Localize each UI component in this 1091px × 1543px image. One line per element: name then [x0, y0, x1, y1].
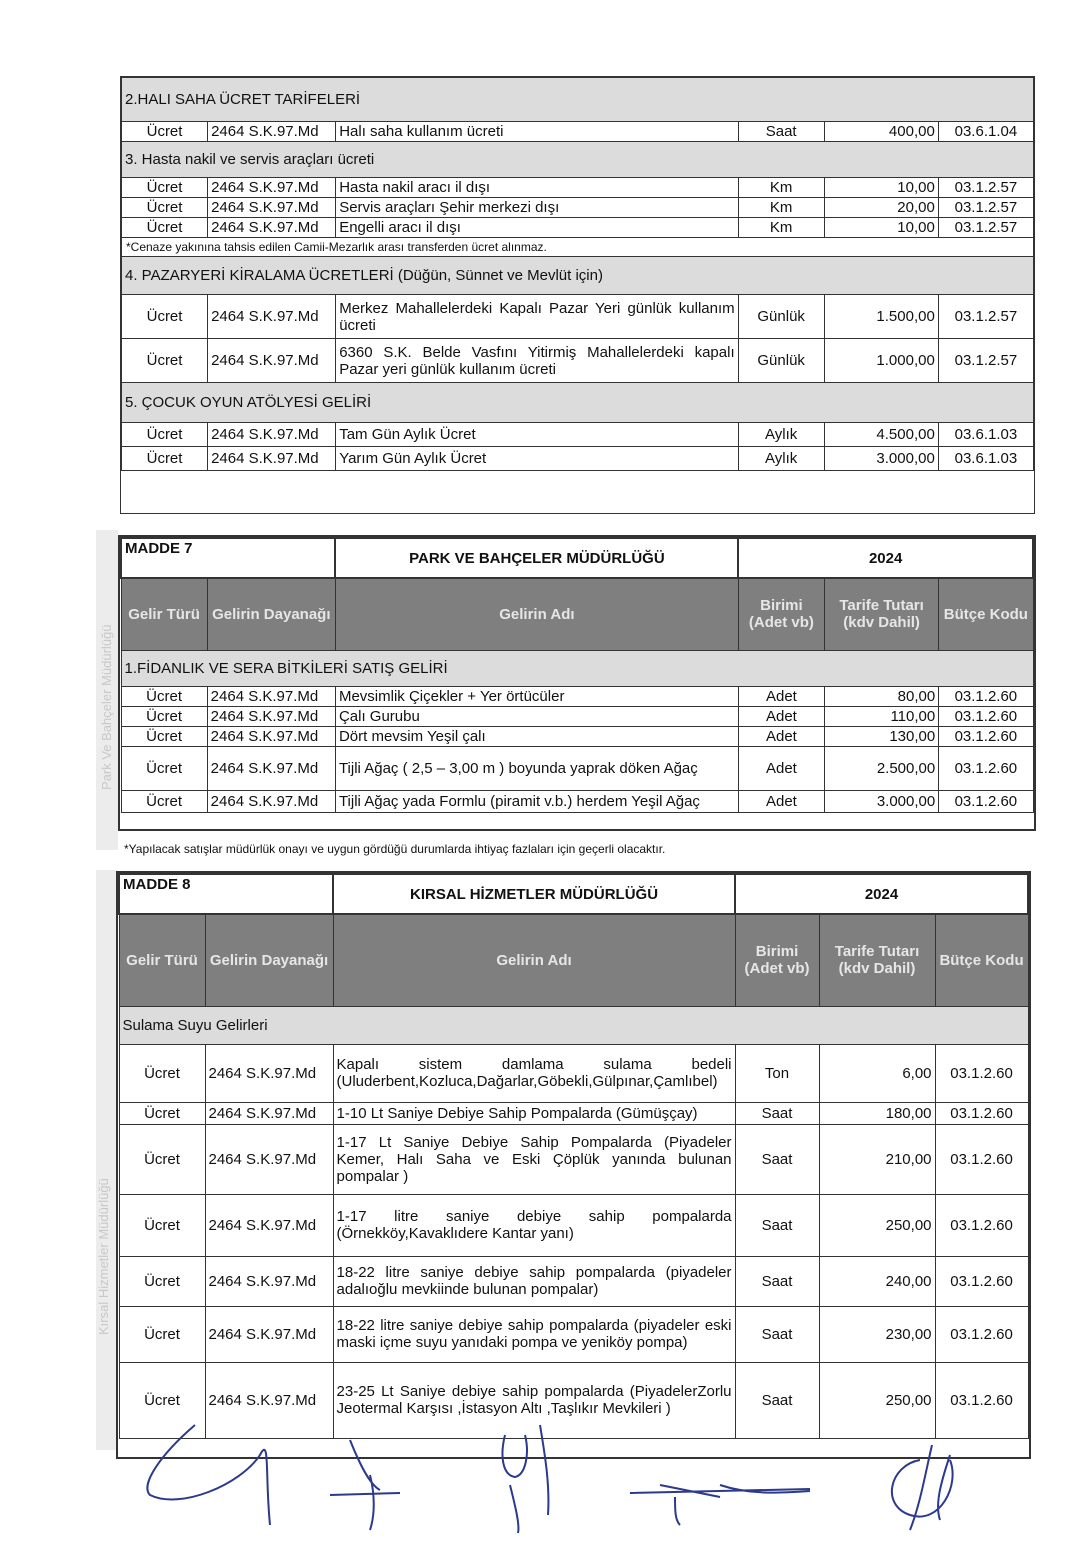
col-unit-header: Birimi (Adet vb) [738, 578, 824, 650]
row-amount: 250,00 [819, 1194, 935, 1256]
section-tariffs-top [120, 76, 1035, 514]
row-name: 6360 S.K. Belde Vasfını Yitirmiş Mahallelerdeki kapalı Pazar yeri günlük kullanım ücreti [336, 339, 738, 383]
col-amount-header: Tarife Tutarı (kdv Dahil) [819, 914, 935, 1006]
table-row [119, 1102, 1028, 1124]
row-basis: 2464 S.K.97.Md [205, 1044, 333, 1102]
row-name: 1-10 Lt Saniye Debiye Sahip Pompalarda (Gümüşçay) [333, 1102, 735, 1124]
table-row [122, 447, 1034, 471]
row-name: Merkez Mahallelerdeki Kapalı Pazar Yeri günlük kullanım ücreti [336, 295, 738, 339]
row-code: 03.1.2.57 [938, 339, 1033, 383]
row-code: 03.1.2.60 [935, 1124, 1028, 1194]
row-basis: 2464 S.K.97.Md [205, 1194, 333, 1256]
row-name: 23-25 Lt Saniye debiye sahip pompalarda (PiyadelerZorlu Jeotermal Karşısı ,İstasyon Altı ,Taşlıkır Mevkileri ) [333, 1362, 735, 1438]
row-name: Yarım Gün Aylık Ücret [336, 447, 738, 471]
col-type-header: Gelir Türü [119, 914, 205, 1006]
table-row [121, 686, 1033, 706]
row-unit: Km [738, 178, 824, 198]
row-type: Ücret [119, 1124, 205, 1194]
row-unit: Adet [738, 746, 824, 790]
row-unit: Saat [735, 1256, 819, 1306]
row-amount: 4.500,00 [824, 423, 938, 447]
row-unit: Günlük [738, 295, 824, 339]
row-amount: 10,00 [824, 218, 938, 238]
row-type: Ücret [122, 339, 208, 383]
madde7-label: MADDE 7 [121, 538, 335, 578]
row-name: 1-17 Lt Saniye Debiye Sahip Pompalarda (Piyadeler Kemer, Halı Saha ve Eski Çöplük yanında bulunan pompalar ) [333, 1124, 735, 1194]
row-name: Dört mevsim Yeşil çalı [335, 726, 738, 746]
row-amount: 80,00 [824, 686, 938, 706]
row-basis: 2464 S.K.97.Md [205, 1124, 333, 1194]
signature-1 [147, 1425, 270, 1525]
signature-2 [330, 1440, 400, 1530]
row-type: Ücret [119, 1306, 205, 1362]
row-amount: 1.500,00 [824, 295, 938, 339]
row-amount: 230,00 [819, 1306, 935, 1362]
row-basis: 2464 S.K.97.Md [207, 790, 335, 812]
row-type: Ücret [121, 726, 207, 746]
table-row [122, 198, 1034, 218]
col-code-header: Bütçe Kodu [935, 914, 1028, 1006]
row-amount: 3.000,00 [824, 447, 938, 471]
table-row [122, 122, 1034, 142]
group-title: 5. ÇOCUK OYUN ATÖLYESİ GELİRİ [122, 383, 1034, 423]
table-row [122, 218, 1034, 238]
row-code: 03.1.2.60 [939, 686, 1033, 706]
col-basis-header: Gelirin Dayanağı [207, 578, 335, 650]
row-type: Ücret [122, 122, 208, 142]
madde7-year: 2024 [738, 538, 1033, 578]
row-code: 03.6.1.03 [938, 423, 1033, 447]
table-row [121, 790, 1033, 812]
margin-stripe-kirsal [96, 870, 118, 1450]
row-unit: Adet [738, 686, 824, 706]
row-name: 18-22 litre saniye debiye sahip pompalarda (piyadeler adalıoğlu mevkiinde bulunan pompalar) [333, 1256, 735, 1306]
madde7-table [120, 537, 1034, 813]
row-name: Çalı Gurubu [335, 706, 738, 726]
row-unit: Aylık [738, 447, 824, 471]
row-name: Engelli aracı il dışı [336, 218, 738, 238]
row-type: Ücret [122, 295, 208, 339]
row-basis: 2464 S.K.97.Md [205, 1256, 333, 1306]
madde8-dept: KIRSAL HİZMETLER MÜDÜRLÜĞÜ [333, 874, 735, 914]
row-name: Mevsimlik Çiçekler + Yer örtücüler [335, 686, 738, 706]
row-unit: Saat [735, 1102, 819, 1124]
row-code: 03.1.2.60 [935, 1306, 1028, 1362]
row-unit: Adet [738, 726, 824, 746]
row-unit: Saat [735, 1306, 819, 1362]
row-code: 03.1.2.57 [938, 218, 1033, 238]
row-basis: 2464 S.K.97.Md [208, 178, 336, 198]
signature-4 [630, 1485, 810, 1525]
row-amount: 3.000,00 [824, 790, 938, 812]
group-note: *Cenaze yakınına tahsis edilen Camii-Mezarlık arası transferden ücret alınmaz. [122, 238, 1034, 257]
side-label-park: Park Ve Bahçeler Müdürlüğü [99, 624, 114, 790]
table-row [122, 295, 1034, 339]
row-amount: 400,00 [824, 122, 938, 142]
row-type: Ücret [121, 746, 207, 790]
row-basis: 2464 S.K.97.Md [207, 686, 335, 706]
row-unit: Saat [735, 1124, 819, 1194]
row-unit: Saat [738, 122, 824, 142]
row-unit: Adet [738, 790, 824, 812]
madde8-table [118, 873, 1029, 1439]
madde8-group-title: Sulama Suyu Gelirleri [119, 1006, 1028, 1044]
row-name: 1-17 litre saniye debiye sahip pompalarda (Örnekköy,Kavaklıdere Kantar yanı) [333, 1194, 735, 1256]
row-amount: 110,00 [824, 706, 938, 726]
row-type: Ücret [122, 178, 208, 198]
col-basis-header: Gelirin Dayanağı [205, 914, 333, 1006]
row-code: 03.1.2.60 [935, 1102, 1028, 1124]
signature-5 [892, 1445, 953, 1530]
row-code: 03.1.2.60 [935, 1362, 1028, 1438]
row-basis: 2464 S.K.97.Md [208, 198, 336, 218]
row-code: 03.1.2.60 [939, 706, 1033, 726]
row-basis: 2464 S.K.97.Md [207, 706, 335, 726]
row-name: 18-22 litre saniye debiye sahip pompalarda (piyadeler eski maski içme suyu yanıdaki pompa ve yeniköy pompa) [333, 1306, 735, 1362]
row-basis: 2464 S.K.97.Md [207, 726, 335, 746]
row-name: Hasta nakil aracı il dışı [336, 178, 738, 198]
table-row [119, 1124, 1028, 1194]
row-code: 03.1.2.57 [938, 178, 1033, 198]
row-unit: Günlük [738, 339, 824, 383]
row-name: Tam Gün Aylık Ücret [336, 423, 738, 447]
madde8-year: 2024 [735, 874, 1028, 914]
row-amount: 2.500,00 [824, 746, 938, 790]
row-amount: 250,00 [819, 1362, 935, 1438]
row-type: Ücret [119, 1044, 205, 1102]
row-unit: Adet [738, 706, 824, 726]
row-name: Kapalı sistem damlama sulama bedeli (Uluderbent,Kozluca,Dağarlar,Göbekli,Gülpınar,Çamlıbel) [333, 1044, 735, 1102]
row-unit: Km [738, 198, 824, 218]
row-type: Ücret [122, 218, 208, 238]
col-amount-header: Tarife Tutarı (kdv Dahil) [824, 578, 938, 650]
col-unit-header: Birimi (Adet vb) [735, 914, 819, 1006]
row-basis: 2464 S.K.97.Md [208, 295, 336, 339]
row-amount: 10,00 [824, 178, 938, 198]
row-basis: 2464 S.K.97.Md [208, 122, 336, 142]
row-amount: 210,00 [819, 1124, 935, 1194]
row-code: 03.6.1.03 [938, 447, 1033, 471]
row-type: Ücret [121, 790, 207, 812]
madde8-label: MADDE 8 [119, 874, 333, 914]
row-type: Ücret [119, 1194, 205, 1256]
table-row [121, 706, 1033, 726]
row-unit: Saat [735, 1194, 819, 1256]
row-code: 03.1.2.60 [935, 1044, 1028, 1102]
row-code: 03.6.1.04 [938, 122, 1033, 142]
row-name: Servis araçları Şehir merkezi dışı [336, 198, 738, 218]
row-unit: Ton [735, 1044, 819, 1102]
row-unit: Km [738, 218, 824, 238]
tariff-table-top [121, 77, 1034, 471]
row-basis: 2464 S.K.97.Md [208, 447, 336, 471]
row-name: Tijli Ağaç yada Formlu (piramit v.b.) herdem Yeşil Ağaç [335, 790, 738, 812]
row-code: 03.1.2.60 [939, 746, 1033, 790]
row-type: Ücret [119, 1362, 205, 1438]
row-code: 03.1.2.60 [935, 1256, 1028, 1306]
row-type: Ücret [122, 198, 208, 218]
row-amount: 6,00 [819, 1044, 935, 1102]
row-name: Halı saha kullanım ücreti [336, 122, 738, 142]
row-amount: 1.000,00 [824, 339, 938, 383]
row-code: 03.1.2.57 [938, 295, 1033, 339]
table-row [119, 1194, 1028, 1256]
table-row [122, 339, 1034, 383]
row-type: Ücret [121, 706, 207, 726]
table-row [121, 726, 1033, 746]
table-row [119, 1256, 1028, 1306]
table-row [122, 178, 1034, 198]
row-amount: 130,00 [824, 726, 938, 746]
row-basis: 2464 S.K.97.Md [205, 1102, 333, 1124]
row-code: 03.1.2.57 [938, 198, 1033, 218]
row-amount: 180,00 [819, 1102, 935, 1124]
table-row [119, 1306, 1028, 1362]
row-code: 03.1.2.60 [939, 790, 1033, 812]
row-amount: 20,00 [824, 198, 938, 218]
signatures [120, 1415, 980, 1540]
madde7-group-title: 1.FİDANLIK VE SERA BİTKİLERİ SATIŞ GELİRİ [121, 650, 1033, 686]
row-unit: Aylık [738, 423, 824, 447]
row-basis: 2464 S.K.97.Md [208, 218, 336, 238]
row-name: Tijli Ağaç ( 2,5 – 3,00 m ) boyunda yaprak döken Ağaç [335, 746, 738, 790]
row-code: 03.1.2.60 [939, 726, 1033, 746]
group-title: 4. PAZARYERİ KİRALAMA ÜCRETLERİ (Düğün, Sünnet ve Mevlüt için) [122, 257, 1034, 295]
row-amount: 240,00 [819, 1256, 935, 1306]
group-title: 2.HALI SAHA ÜCRET TARİFELERİ [122, 78, 1034, 122]
table-row [119, 1044, 1028, 1102]
row-code: 03.1.2.60 [935, 1194, 1028, 1256]
section-madde-7 [118, 535, 1036, 831]
col-name-header: Gelirin Adı [335, 578, 738, 650]
col-code-header: Bütçe Kodu [939, 578, 1033, 650]
col-type-header: Gelir Türü [121, 578, 207, 650]
row-type: Ücret [119, 1256, 205, 1306]
row-type: Ücret [119, 1102, 205, 1124]
section-madde-8 [116, 871, 1031, 1459]
group-title: 3. Hasta nakil ve servis araçları ücreti [122, 142, 1034, 178]
row-basis: 2464 S.K.97.Md [205, 1362, 333, 1438]
row-basis: 2464 S.K.97.Md [208, 423, 336, 447]
madde7-dept: PARK VE BAHÇELER MÜDÜRLÜĞÜ [335, 538, 738, 578]
row-basis: 2464 S.K.97.Md [207, 746, 335, 790]
side-label-kirsal: Kırsal Hizmetler Müdürlüğü [96, 1178, 111, 1335]
madde7-note: *Yapılacak satışlar müdürlük onayı ve uygun gördüğü durumlarda ihtiyaç fazlaları için geçerli olacaktır. [124, 842, 666, 856]
row-basis: 2464 S.K.97.Md [205, 1306, 333, 1362]
row-type: Ücret [122, 423, 208, 447]
row-type: Ücret [121, 686, 207, 706]
col-name-header: Gelirin Adı [333, 914, 735, 1006]
signature-3 [502, 1425, 548, 1533]
row-type: Ücret [122, 447, 208, 471]
row-basis: 2464 S.K.97.Md [208, 339, 336, 383]
table-row [122, 423, 1034, 447]
row-unit: Saat [735, 1362, 819, 1438]
table-row [121, 746, 1033, 790]
